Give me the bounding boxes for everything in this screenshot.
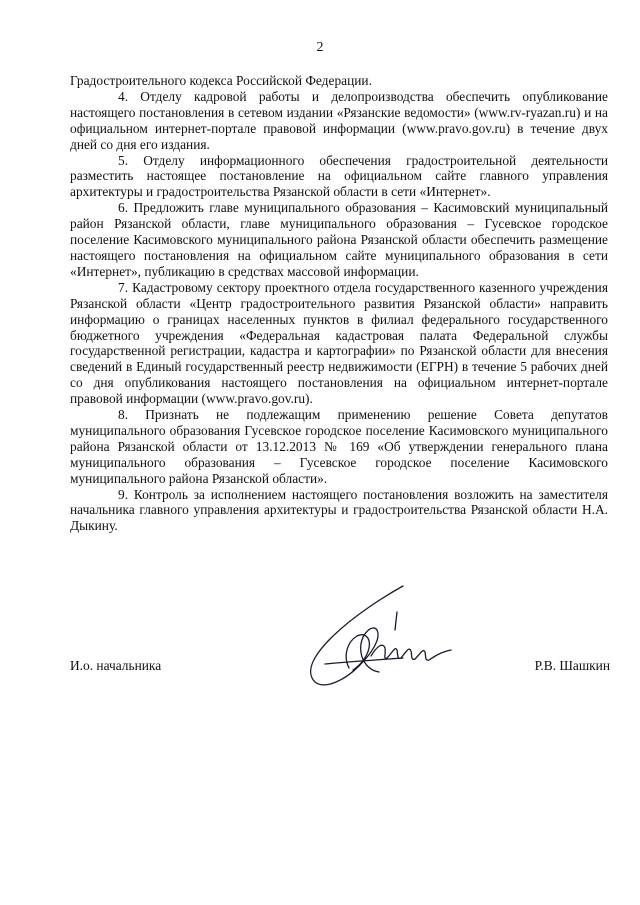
paragraph-item-7: 7. Кадастровому сектору проектного отдела государственного казенного учреждения Рязанской области «Центр градостроительного развития Рязанской области» направить информацию о границах населенных пунктов в филиал федерального государственного бюджетного учреждения «Федеральная кадастровая палата Федеральной службы государственной регистрации, кадастра и картографии» по Рязанской области для внесения сведений в Единый государственный реестр недвижимости (ЕГРН) в течение 5 рабочих дней со дня опубликования настоящего постановления на официальном интернет-портале правовой информации (www.pravo.gov.ru).: [70, 279, 608, 407]
paragraph-item-5: 5. Отделу информационного обеспечения градостроительной деятельности разместить настоящее постановление на официальном сайте главного управления архитектуры и градостроительства Рязанской области в сети «Интернет».: [70, 152, 608, 200]
paragraph-continuation: Градостроительного кодекса Российской Федерации.: [70, 73, 372, 88]
page-number: 2: [316, 40, 324, 55]
handwritten-signature: [285, 572, 465, 712]
paragraph-item-4: 4. Отделу кадровой работы и делопроизводства обеспечить опубликование настоящего постановления в сетевом издании «Рязанские ведомости» (www.rv-ryazan.ru) и на официальном интернет-портале правовой информации (www.pravo.gov.ru) в течение двух дней со дня его издания.: [70, 88, 608, 152]
signer-position: И.о. начальника: [70, 658, 162, 673]
document-body: [70, 73, 608, 534]
paragraph-item-6: 6. Предложить главе муниципального образования – Касимовский муниципальный район Рязанской области, главе муниципального образования – Гусевское городское поселение Касимовского муниципального района Рязанской области обеспечить размещение настоящего постановления на официальном сайте муниципального образования в сети «Интернет», публикацию в средствах массовой информации.: [70, 200, 608, 279]
signer-name: Р.В. Шашкин: [534, 658, 610, 673]
paragraph-item-9: 9. Контроль за исполнением настоящего постановления возложить на заместителя начальника главного управления архитектуры и градостроительства Рязанской области Н.А. Дыкину.: [70, 486, 608, 534]
paragraph-item-8: 8. Признать не подлежащим применению решение Совета депутатов муниципального образования Гусевское городское поселение Касимовского муниципального района Рязанской области от 13.12.2013 № 169 «Об утверждении генерального плана муниципального образования – Гусевское городское поселение Касимовского муниципального района Рязанской области».: [70, 407, 608, 486]
